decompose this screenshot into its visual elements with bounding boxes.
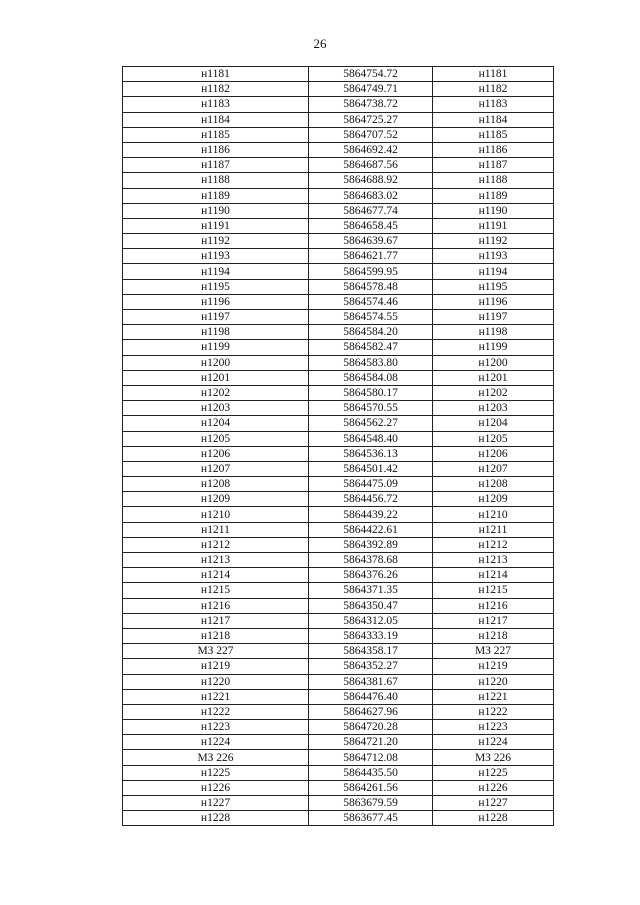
table-row [123, 507, 554, 522]
table-row [123, 461, 554, 476]
coordinates-table-body [123, 67, 554, 826]
point-id-repeat-cell: н1217 [433, 613, 554, 628]
point-id-cell: н1205 [123, 431, 309, 446]
point-id-cell: н1221 [123, 689, 309, 704]
table-row [123, 234, 554, 249]
point-id-cell: н1213 [123, 553, 309, 568]
table-row [123, 203, 554, 218]
point-id-repeat-cell: н1224 [433, 735, 554, 750]
point-id-cell: н1186 [123, 142, 309, 157]
point-id-cell: н1200 [123, 355, 309, 370]
coordinate-cell: 5864584.20 [309, 325, 433, 340]
coordinate-cell: 5864392.89 [309, 537, 433, 552]
table-row [123, 477, 554, 492]
point-id-repeat-cell: н1216 [433, 598, 554, 613]
table-row [123, 568, 554, 583]
coordinate-cell: 5864476.40 [309, 689, 433, 704]
table-row [123, 67, 554, 82]
coordinate-cell: 5864435.50 [309, 765, 433, 780]
coordinate-cell: 5863679.59 [309, 796, 433, 811]
point-id-repeat-cell: н1186 [433, 142, 554, 157]
point-id-cell: н1199 [123, 340, 309, 355]
coordinate-cell: 5864439.22 [309, 507, 433, 522]
coordinate-cell: 5864627.96 [309, 704, 433, 719]
point-id-repeat-cell: н1206 [433, 446, 554, 461]
page-number: 26 [313, 36, 327, 51]
table-row [123, 522, 554, 537]
table-row [123, 188, 554, 203]
coordinate-cell: 5864621.77 [309, 249, 433, 264]
point-id-cell: н1201 [123, 370, 309, 385]
point-id-repeat-cell: н1228 [433, 811, 554, 826]
point-id-repeat-cell: н1209 [433, 492, 554, 507]
table-row [123, 385, 554, 400]
coordinate-cell: 5864536.13 [309, 446, 433, 461]
table-row [123, 112, 554, 127]
point-id-repeat-cell: н1218 [433, 628, 554, 643]
table-row [123, 370, 554, 385]
point-id-repeat-cell: н1213 [433, 553, 554, 568]
coordinate-cell: 5864562.27 [309, 416, 433, 431]
point-id-cell: н1223 [123, 720, 309, 735]
point-id-repeat-cell: н1197 [433, 310, 554, 325]
point-id-repeat-cell: н1191 [433, 218, 554, 233]
point-id-repeat-cell: н1208 [433, 477, 554, 492]
point-id-repeat-cell: н1184 [433, 112, 554, 127]
point-id-cell: н1188 [123, 173, 309, 188]
table-row [123, 598, 554, 613]
point-id-repeat-cell: н1222 [433, 704, 554, 719]
coordinate-cell: 5864583.80 [309, 355, 433, 370]
point-id-repeat-cell: н1193 [433, 249, 554, 264]
point-id-cell: н1203 [123, 401, 309, 416]
point-id-cell: МЗ 226 [123, 750, 309, 765]
point-id-repeat-cell: н1195 [433, 279, 554, 294]
table-row [123, 796, 554, 811]
point-id-cell: н1214 [123, 568, 309, 583]
table-row [123, 142, 554, 157]
point-id-cell: н1228 [123, 811, 309, 826]
table-row [123, 82, 554, 97]
point-id-cell: н1187 [123, 158, 309, 173]
coordinate-cell: 5864381.67 [309, 674, 433, 689]
table-row [123, 294, 554, 309]
table-row [123, 158, 554, 173]
table-row [123, 279, 554, 294]
point-id-cell: н1185 [123, 127, 309, 142]
point-id-cell: н1182 [123, 82, 309, 97]
coordinate-cell: 5864639.67 [309, 234, 433, 249]
table-row [123, 446, 554, 461]
point-id-cell: н1195 [123, 279, 309, 294]
table-row [123, 355, 554, 370]
table-row [123, 127, 554, 142]
coordinate-cell: 5864578.48 [309, 279, 433, 294]
coordinate-cell: 5863677.45 [309, 811, 433, 826]
coordinate-cell: 5864584.08 [309, 370, 433, 385]
coordinate-cell: 5864754.72 [309, 67, 433, 82]
point-id-repeat-cell: н1226 [433, 780, 554, 795]
table-row [123, 613, 554, 628]
point-id-cell: н1184 [123, 112, 309, 127]
point-id-repeat-cell: н1202 [433, 385, 554, 400]
point-id-repeat-cell: н1221 [433, 689, 554, 704]
point-id-cell: н1211 [123, 522, 309, 537]
coordinate-cell: 5864688.92 [309, 173, 433, 188]
point-id-repeat-cell: н1220 [433, 674, 554, 689]
point-id-cell: н1191 [123, 218, 309, 233]
coordinate-cell: 5864582.47 [309, 340, 433, 355]
point-id-cell: н1218 [123, 628, 309, 643]
point-id-cell: н1220 [123, 674, 309, 689]
table-row [123, 811, 554, 826]
coordinate-cell: 5864350.47 [309, 598, 433, 613]
coordinate-cell: 5864738.72 [309, 97, 433, 112]
point-id-cell: н1226 [123, 780, 309, 795]
table-row [123, 431, 554, 446]
point-id-repeat-cell: н1219 [433, 659, 554, 674]
table-row [123, 173, 554, 188]
point-id-cell: н1219 [123, 659, 309, 674]
table-row [123, 416, 554, 431]
coordinate-cell: 5864683.02 [309, 188, 433, 203]
point-id-repeat-cell: н1190 [433, 203, 554, 218]
point-id-cell: н1222 [123, 704, 309, 719]
coordinate-cell: 5864687.56 [309, 158, 433, 173]
point-id-repeat-cell: н1201 [433, 370, 554, 385]
point-id-repeat-cell: н1199 [433, 340, 554, 355]
table-row [123, 644, 554, 659]
point-id-repeat-cell: н1200 [433, 355, 554, 370]
point-id-cell: н1215 [123, 583, 309, 598]
table-row [123, 401, 554, 416]
coordinate-cell: 5864707.52 [309, 127, 433, 142]
coordinate-cell: 5864501.42 [309, 461, 433, 476]
coordinates-table [122, 66, 554, 826]
point-id-cell: н1202 [123, 385, 309, 400]
point-id-repeat-cell: н1194 [433, 264, 554, 279]
coordinate-cell: 5864378.68 [309, 553, 433, 568]
coordinate-cell: 5864333.19 [309, 628, 433, 643]
table-row [123, 492, 554, 507]
point-id-cell: н1212 [123, 537, 309, 552]
point-id-cell: н1217 [123, 613, 309, 628]
coordinate-cell: 5864721.20 [309, 735, 433, 750]
point-id-cell: н1197 [123, 310, 309, 325]
point-id-cell: н1190 [123, 203, 309, 218]
point-id-cell: н1209 [123, 492, 309, 507]
point-id-repeat-cell: н1215 [433, 583, 554, 598]
coordinate-cell: 5864720.28 [309, 720, 433, 735]
point-id-cell: н1194 [123, 264, 309, 279]
coordinate-cell: 5864725.27 [309, 112, 433, 127]
point-id-repeat-cell: н1188 [433, 173, 554, 188]
coordinate-cell: 5864422.61 [309, 522, 433, 537]
table-row [123, 780, 554, 795]
point-id-cell: н1224 [123, 735, 309, 750]
coordinate-cell: 5864749.71 [309, 82, 433, 97]
coordinate-cell: 5864358.17 [309, 644, 433, 659]
point-id-repeat-cell: н1211 [433, 522, 554, 537]
point-id-cell: н1216 [123, 598, 309, 613]
point-id-repeat-cell: н1189 [433, 188, 554, 203]
point-id-cell: н1207 [123, 461, 309, 476]
point-id-repeat-cell: н1196 [433, 294, 554, 309]
point-id-repeat-cell: н1192 [433, 234, 554, 249]
table-row [123, 97, 554, 112]
coordinate-cell: 5864261.56 [309, 780, 433, 795]
point-id-repeat-cell: н1227 [433, 796, 554, 811]
coordinate-cell: 5864371.35 [309, 583, 433, 598]
point-id-cell: н1227 [123, 796, 309, 811]
point-id-repeat-cell: н1210 [433, 507, 554, 522]
point-id-cell: н1225 [123, 765, 309, 780]
coordinate-cell: 5864677.74 [309, 203, 433, 218]
point-id-repeat-cell: н1214 [433, 568, 554, 583]
point-id-repeat-cell: н1207 [433, 461, 554, 476]
table-row [123, 704, 554, 719]
point-id-cell: н1192 [123, 234, 309, 249]
point-id-repeat-cell: н1198 [433, 325, 554, 340]
point-id-cell: н1193 [123, 249, 309, 264]
point-id-cell: н1181 [123, 67, 309, 82]
coordinate-cell: 5864548.40 [309, 431, 433, 446]
table-row [123, 628, 554, 643]
point-id-cell: н1208 [123, 477, 309, 492]
table-row [123, 659, 554, 674]
coordinate-cell: 5864456.72 [309, 492, 433, 507]
point-id-repeat-cell: н1185 [433, 127, 554, 142]
point-id-cell: н1196 [123, 294, 309, 309]
coordinate-cell: 5864580.17 [309, 385, 433, 400]
point-id-repeat-cell: н1205 [433, 431, 554, 446]
table-row [123, 340, 554, 355]
point-id-repeat-cell: н1181 [433, 67, 554, 82]
point-id-repeat-cell: н1183 [433, 97, 554, 112]
coordinate-cell: 5864574.55 [309, 310, 433, 325]
point-id-repeat-cell: МЗ 227 [433, 644, 554, 659]
point-id-repeat-cell: н1225 [433, 765, 554, 780]
point-id-repeat-cell: н1204 [433, 416, 554, 431]
coordinate-cell: 5864475.09 [309, 477, 433, 492]
point-id-cell: н1206 [123, 446, 309, 461]
coordinate-cell: 5864712.08 [309, 750, 433, 765]
table-row [123, 325, 554, 340]
table-row [123, 310, 554, 325]
table-row [123, 674, 554, 689]
coordinate-cell: 5864599.95 [309, 264, 433, 279]
coordinate-cell: 5864352.27 [309, 659, 433, 674]
coordinate-cell: 5864312.05 [309, 613, 433, 628]
table-row [123, 553, 554, 568]
point-id-cell: н1204 [123, 416, 309, 431]
point-id-repeat-cell: н1203 [433, 401, 554, 416]
point-id-cell: МЗ 227 [123, 644, 309, 659]
point-id-repeat-cell: н1212 [433, 537, 554, 552]
point-id-cell: н1210 [123, 507, 309, 522]
table-row [123, 750, 554, 765]
point-id-cell: н1189 [123, 188, 309, 203]
table-row [123, 735, 554, 750]
point-id-repeat-cell: н1187 [433, 158, 554, 173]
coordinate-cell: 5864574.46 [309, 294, 433, 309]
point-id-cell: н1198 [123, 325, 309, 340]
table-row [123, 583, 554, 598]
coordinate-cell: 5864570.55 [309, 401, 433, 416]
point-id-cell: н1183 [123, 97, 309, 112]
table-row [123, 765, 554, 780]
table-row [123, 264, 554, 279]
point-id-repeat-cell: н1223 [433, 720, 554, 735]
table-row [123, 249, 554, 264]
point-id-repeat-cell: МЗ 226 [433, 750, 554, 765]
table-row [123, 689, 554, 704]
point-id-repeat-cell: н1182 [433, 82, 554, 97]
coordinate-cell: 5864658.45 [309, 218, 433, 233]
table-row [123, 218, 554, 233]
table-row [123, 537, 554, 552]
table-row [123, 720, 554, 735]
coordinate-cell: 5864376.26 [309, 568, 433, 583]
coordinate-cell: 5864692.42 [309, 142, 433, 157]
